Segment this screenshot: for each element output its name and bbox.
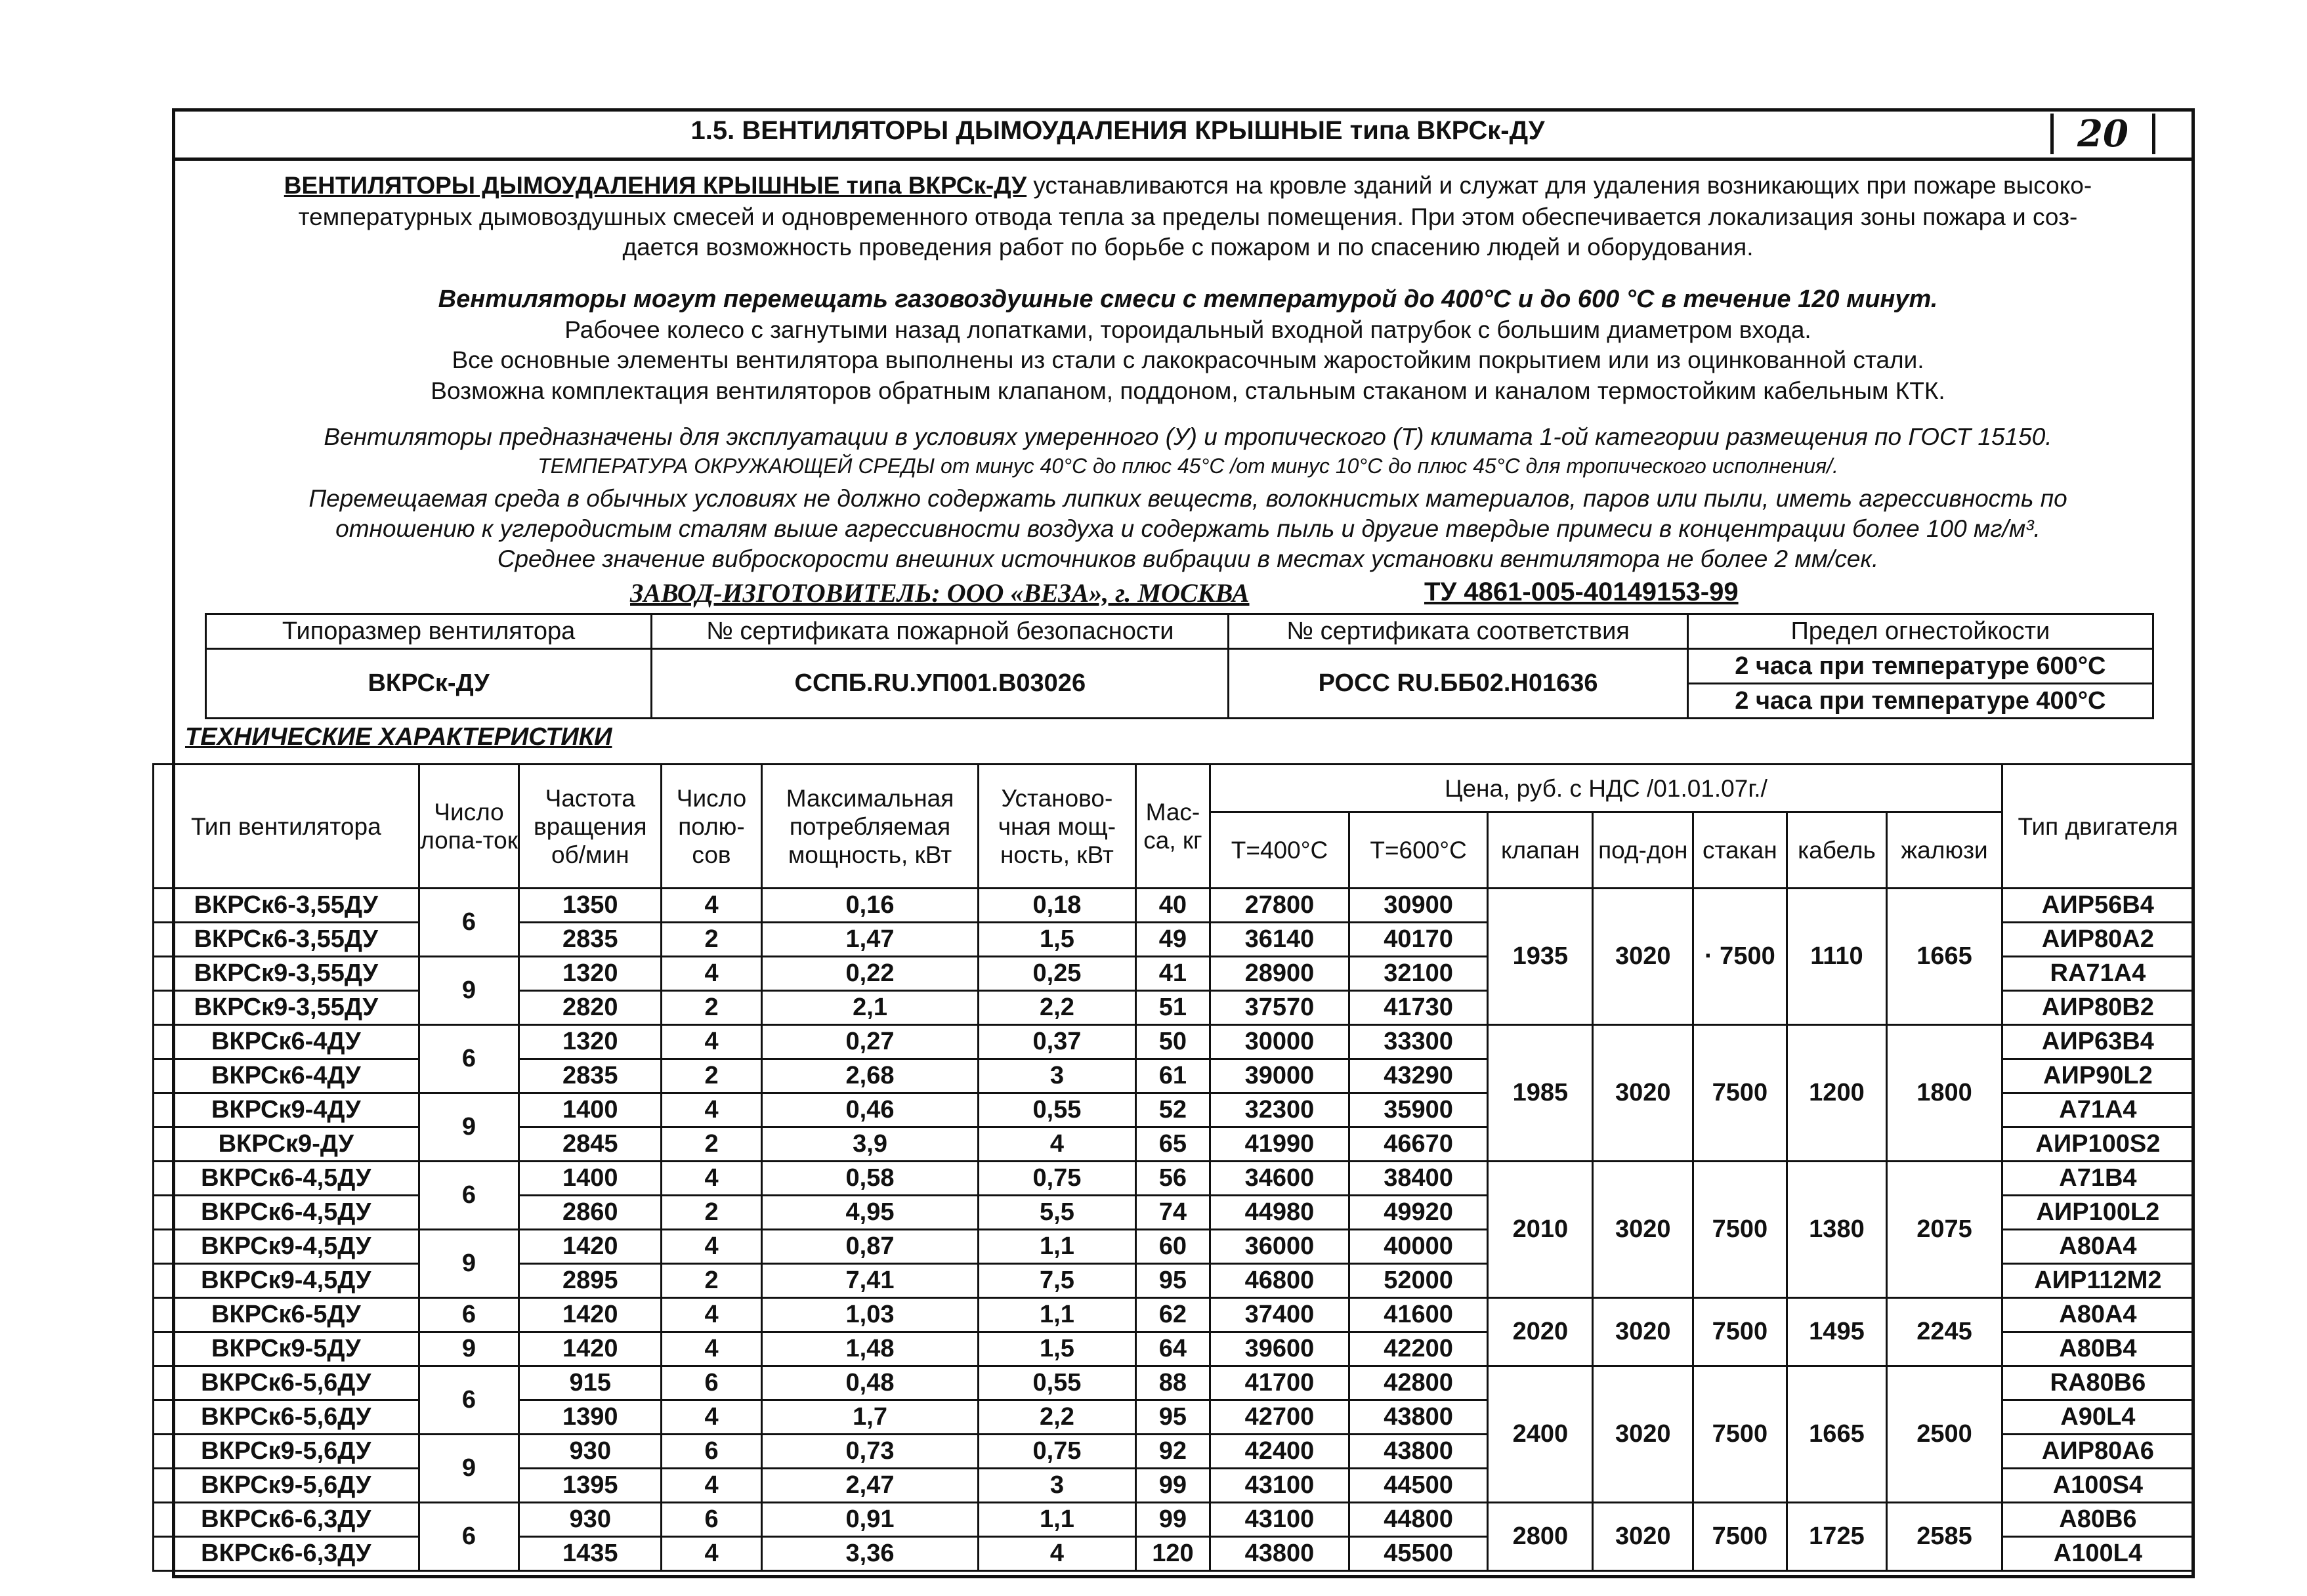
pallet-price-cell: 3020 bbox=[1593, 1298, 1693, 1366]
price-600-cell: 40170 bbox=[1349, 923, 1488, 957]
mass-cell: 88 bbox=[1135, 1366, 1210, 1400]
price-600-cell: 43800 bbox=[1349, 1400, 1488, 1435]
price-400-cell: 30000 bbox=[1210, 1025, 1349, 1059]
installed-power-cell: 0,25 bbox=[979, 957, 1135, 991]
max-power-cell: 0,58 bbox=[761, 1162, 978, 1196]
installed-power-cell: 0,55 bbox=[979, 1093, 1135, 1127]
installed-power-cell: 1,1 bbox=[979, 1230, 1135, 1264]
max-power-cell: 0,27 bbox=[761, 1025, 978, 1059]
motor-type-cell: АИР90L2 bbox=[2002, 1059, 2193, 1093]
mass-cell: 74 bbox=[1135, 1196, 1210, 1230]
max-power-cell: 1,03 bbox=[761, 1298, 978, 1332]
blade-count-cell: 9 bbox=[419, 1435, 519, 1503]
price-400-cell: 41990 bbox=[1210, 1127, 1349, 1162]
max-power-cell: 4,95 bbox=[761, 1196, 978, 1230]
intro-p3-line5: Среднее значение виброскорости внешних источников вибрации в местах установки вентилятора не более 2 мм/сек. bbox=[497, 545, 1879, 572]
poles-cell: 4 bbox=[662, 1230, 762, 1264]
mass-cell: 62 bbox=[1135, 1298, 1210, 1332]
max-power-cell: 1,48 bbox=[761, 1332, 978, 1366]
mass-cell: 40 bbox=[1135, 889, 1210, 923]
mass-cell: 41 bbox=[1135, 957, 1210, 991]
rpm-cell: 1320 bbox=[519, 1025, 662, 1059]
installed-power-cell: 1,5 bbox=[979, 923, 1135, 957]
th-louver: жалюзи bbox=[1887, 812, 2002, 889]
installed-power-cell: 1,1 bbox=[979, 1298, 1135, 1332]
valve-price-cell: 2400 bbox=[1488, 1366, 1593, 1503]
poles-cell: 4 bbox=[662, 1093, 762, 1127]
max-power-cell: 3,9 bbox=[761, 1127, 978, 1162]
th-price-group: Цена, руб. с НДС /01.01.07г./ bbox=[1210, 765, 2002, 812]
fan-type-cell: ВКРСк6-5,6ДУ bbox=[154, 1400, 419, 1435]
installed-power-cell: 3 bbox=[979, 1469, 1135, 1503]
cable-price-cell: 1495 bbox=[1787, 1298, 1887, 1366]
blade-count-cell: 9 bbox=[419, 1230, 519, 1298]
motor-type-cell: АИР56В4 bbox=[2002, 889, 2193, 923]
price-600-cell: 45500 bbox=[1349, 1537, 1488, 1571]
mass-cell: 60 bbox=[1135, 1230, 1210, 1264]
pallet-price-cell: 3020 bbox=[1593, 1162, 1693, 1298]
poles-cell: 4 bbox=[662, 1469, 762, 1503]
motor-type-cell: А80В4 bbox=[2002, 1332, 2193, 1366]
poles-cell: 2 bbox=[662, 1059, 762, 1093]
page-number: 20 bbox=[2050, 114, 2155, 154]
glass-price-cell: 7500 bbox=[1693, 1366, 1787, 1503]
intro-p3-line1: Вентиляторы предназначены для эксплуатации в условиях умеренного (У) и тропического (Т) климата 1-ой категории размещения по ГОСТ 15150. bbox=[324, 423, 2052, 450]
price-400-cell: 32300 bbox=[1210, 1093, 1349, 1127]
louver-price-cell: 2585 bbox=[1887, 1503, 2002, 1571]
price-400-cell: 27800 bbox=[1210, 889, 1349, 923]
installed-power-cell: 1,5 bbox=[979, 1332, 1135, 1366]
installed-power-cell: 4 bbox=[979, 1127, 1135, 1162]
intro-temperature-note: Вентиляторы могут перемещать газовоздушные смеси с температурой до 400°С и до 600 °С в течение 120 минут. bbox=[438, 285, 1938, 313]
motor-type-cell: АИР100L2 bbox=[2002, 1196, 2193, 1230]
price-400-cell: 39000 bbox=[1210, 1059, 1349, 1093]
cert-conformity-number: РОСС RU.ББ02.Н01636 bbox=[1229, 649, 1687, 719]
rpm-cell: 930 bbox=[519, 1503, 662, 1537]
price-400-cell: 36140 bbox=[1210, 923, 1349, 957]
glass-price-cell: 7500 bbox=[1693, 1162, 1787, 1298]
price-600-cell: 33300 bbox=[1349, 1025, 1488, 1059]
price-400-cell: 37570 bbox=[1210, 991, 1349, 1025]
intro-p1-line3: дается возможность проведения работ по борьбе с пожаром и по спасению людей и оборудования. bbox=[622, 234, 1754, 261]
fan-type-cell: ВКРСк6-4,5ДУ bbox=[154, 1162, 419, 1196]
mass-cell: 120 bbox=[1135, 1537, 1210, 1571]
price-400-cell: 43100 bbox=[1210, 1503, 1349, 1537]
poles-cell: 4 bbox=[662, 1400, 762, 1435]
poles-cell: 2 bbox=[662, 1264, 762, 1298]
poles-cell: 2 bbox=[662, 1196, 762, 1230]
cert-header-fire: № сертификата пожарной безопасности bbox=[652, 614, 1229, 649]
fan-type-cell: ВКРСк6-6,3ДУ bbox=[154, 1503, 419, 1537]
poles-cell: 4 bbox=[662, 957, 762, 991]
rpm-cell: 2895 bbox=[519, 1264, 662, 1298]
fan-type-cell: ВКРСк6-3,55ДУ bbox=[154, 889, 419, 923]
th-price-600: Т=600°С bbox=[1349, 812, 1488, 889]
pallet-price-cell: 3020 bbox=[1593, 889, 1693, 1025]
price-400-cell: 42700 bbox=[1210, 1400, 1349, 1435]
specs-table-body bbox=[154, 889, 2194, 1571]
glass-price-cell: · 7500 bbox=[1693, 889, 1787, 1025]
intro-p2-line2: Рабочее колесо с загнутыми назад лопатками, тороидальный входной патрубок с большим диаметром входа. bbox=[564, 316, 1811, 343]
motor-type-cell: А80А4 bbox=[2002, 1298, 2193, 1332]
rpm-cell: 1400 bbox=[519, 1162, 662, 1196]
intro-p3-line2: ТЕМПЕРАТУРА ОКРУЖАЮЩЕЙ СРЕДЫ от минус 40°С до плюс 45°С /от минус 10°С до плюс 45°С для тропического исполнения/. bbox=[538, 454, 1838, 478]
installed-power-cell: 5,5 bbox=[979, 1196, 1135, 1230]
louver-price-cell: 1800 bbox=[1887, 1025, 2002, 1162]
rpm-cell: 2860 bbox=[519, 1196, 662, 1230]
fan-type-cell: ВКРСк9-3,55ДУ bbox=[154, 957, 419, 991]
price-600-cell: 49920 bbox=[1349, 1196, 1488, 1230]
page-title: 1.5. ВЕНТИЛЯТОРЫ ДЫМОУДАЛЕНИЯ КРЫШНЫЕ типа ВКРСк-ДУ bbox=[690, 116, 1545, 145]
blade-count-cell: 9 bbox=[419, 1332, 519, 1366]
fan-type-cell: ВКРСк9-5,6ДУ bbox=[154, 1469, 419, 1503]
cable-price-cell: 1200 bbox=[1787, 1025, 1887, 1162]
mass-cell: 64 bbox=[1135, 1332, 1210, 1366]
glass-price-cell: 7500 bbox=[1693, 1298, 1787, 1366]
cable-price-cell: 1110 bbox=[1787, 889, 1887, 1025]
mass-cell: 99 bbox=[1135, 1503, 1210, 1537]
fan-type-cell: ВКРСк6-5,6ДУ bbox=[154, 1366, 419, 1400]
cert-fire-number: ССПБ.RU.УП001.В03026 bbox=[652, 649, 1229, 719]
mass-cell: 95 bbox=[1135, 1264, 1210, 1298]
price-600-cell: 40000 bbox=[1349, 1230, 1488, 1264]
th-cable: кабель bbox=[1787, 812, 1887, 889]
fan-type-cell: ВКРСк6-4,5ДУ bbox=[154, 1196, 419, 1230]
fan-type-cell: ВКРСк6-5ДУ bbox=[154, 1298, 419, 1332]
max-power-cell: 0,46 bbox=[761, 1093, 978, 1127]
price-600-cell: 46670 bbox=[1349, 1127, 1488, 1162]
th-poles: Число полю-сов bbox=[662, 765, 762, 889]
fan-type-cell: ВКРСк9-4ДУ bbox=[154, 1093, 419, 1127]
price-400-cell: 43100 bbox=[1210, 1469, 1349, 1503]
installed-power-cell: 0,75 bbox=[979, 1435, 1135, 1469]
table-row bbox=[154, 1366, 2194, 1400]
motor-type-cell: А71В4 bbox=[2002, 1162, 2193, 1196]
th-rpm: Частота вращения об/мин bbox=[519, 765, 662, 889]
valve-price-cell: 2800 bbox=[1488, 1503, 1593, 1571]
installed-power-cell: 2,2 bbox=[979, 991, 1135, 1025]
louver-price-cell: 2500 bbox=[1887, 1366, 2002, 1503]
blade-count-cell: 9 bbox=[419, 1093, 519, 1162]
cert-limit-600: 2 часа при температуре 600°С bbox=[1687, 649, 2153, 684]
fan-type-cell: ВКРСк9-3,55ДУ bbox=[154, 991, 419, 1025]
valve-price-cell: 1935 bbox=[1488, 889, 1593, 1025]
max-power-cell: 0,73 bbox=[761, 1435, 978, 1469]
max-power-cell: 1,47 bbox=[761, 923, 978, 957]
intro-p1-line2: температурных дымовоздушных смесей и одновременного отвода тепла за пределы помещения. При этом обеспечивается локализация зоны пожара и соз- bbox=[298, 203, 2078, 230]
cable-price-cell: 1380 bbox=[1787, 1162, 1887, 1298]
max-power-cell: 3,36 bbox=[761, 1537, 978, 1571]
poles-cell: 6 bbox=[662, 1503, 762, 1537]
price-600-cell: 42200 bbox=[1349, 1332, 1488, 1366]
valve-price-cell: 1985 bbox=[1488, 1025, 1593, 1162]
valve-price-cell: 2020 bbox=[1488, 1298, 1593, 1366]
glass-price-cell: 7500 bbox=[1693, 1503, 1787, 1571]
max-power-cell: 0,16 bbox=[761, 889, 978, 923]
fan-type-cell: ВКРСк9-4,5ДУ bbox=[154, 1230, 419, 1264]
max-power-cell: 2,1 bbox=[761, 991, 978, 1025]
intro-p1-text: устанавливаются на кровле зданий и служат для удаления возникающих при пожаре высоко- bbox=[1027, 172, 2092, 199]
poles-cell: 4 bbox=[662, 1298, 762, 1332]
rpm-cell: 1420 bbox=[519, 1332, 662, 1366]
pallet-price-cell: 3020 bbox=[1593, 1503, 1693, 1571]
rpm-cell: 1420 bbox=[519, 1230, 662, 1264]
title-row bbox=[172, 108, 2195, 161]
price-400-cell: 39600 bbox=[1210, 1332, 1349, 1366]
certificate-table bbox=[205, 613, 2154, 719]
blade-count-cell: 6 bbox=[419, 1162, 519, 1230]
price-400-cell: 42400 bbox=[1210, 1435, 1349, 1469]
poles-cell: 6 bbox=[662, 1435, 762, 1469]
th-max-power: Максимальная потребляемая мощность, кВт bbox=[761, 765, 978, 889]
rpm-cell: 915 bbox=[519, 1366, 662, 1400]
mass-cell: 99 bbox=[1135, 1469, 1210, 1503]
installed-power-cell: 4 bbox=[979, 1537, 1135, 1571]
cert-size: ВКРСк-ДУ bbox=[206, 649, 652, 719]
max-power-cell: 2,47 bbox=[761, 1469, 978, 1503]
installed-power-cell: 0,75 bbox=[979, 1162, 1135, 1196]
motor-type-cell: АИР80А2 bbox=[2002, 923, 2193, 957]
fan-type-cell: ВКРСк6-4ДУ bbox=[154, 1025, 419, 1059]
cable-price-cell: 1665 bbox=[1787, 1366, 1887, 1503]
cable-price-cell: 1725 bbox=[1787, 1503, 1887, 1571]
th-blades: Число лопа-ток bbox=[419, 765, 519, 889]
rpm-cell: 2820 bbox=[519, 991, 662, 1025]
glass-price-cell: 7500 bbox=[1693, 1025, 1787, 1162]
rpm-cell: 1420 bbox=[519, 1298, 662, 1332]
specs-table bbox=[152, 763, 2195, 1572]
louver-price-cell: 2245 bbox=[1887, 1298, 2002, 1366]
th-glass: стакан bbox=[1693, 812, 1787, 889]
mass-cell: 50 bbox=[1135, 1025, 1210, 1059]
price-400-cell: 36000 bbox=[1210, 1230, 1349, 1264]
motor-type-cell: АИР80А6 bbox=[2002, 1435, 2193, 1469]
price-400-cell: 37400 bbox=[1210, 1298, 1349, 1332]
price-400-cell: 43800 bbox=[1210, 1537, 1349, 1571]
poles-cell: 4 bbox=[662, 1332, 762, 1366]
th-mass: Мас-са, кг bbox=[1135, 765, 1210, 889]
intro-p3-line4: отношению к углеродистым сталям выше агрессивности воздуха и содержать пыль и другие твердые примеси в концентрации более 100 мг/м³. bbox=[335, 515, 2041, 542]
price-400-cell: 44980 bbox=[1210, 1196, 1349, 1230]
motor-type-cell: АИР63В4 bbox=[2002, 1025, 2193, 1059]
fan-type-cell: ВКРСк6-3,55ДУ bbox=[154, 923, 419, 957]
price-600-cell: 41730 bbox=[1349, 991, 1488, 1025]
table-row bbox=[154, 1162, 2194, 1196]
pallet-price-cell: 3020 bbox=[1593, 1366, 1693, 1503]
blade-count-cell: 6 bbox=[419, 889, 519, 957]
poles-cell: 2 bbox=[662, 1127, 762, 1162]
louver-price-cell: 1665 bbox=[1887, 889, 2002, 1025]
price-400-cell: 34600 bbox=[1210, 1162, 1349, 1196]
motor-type-cell: А80А4 bbox=[2002, 1230, 2193, 1264]
mass-cell: 51 bbox=[1135, 991, 1210, 1025]
price-600-cell: 38400 bbox=[1349, 1162, 1488, 1196]
rpm-cell: 1435 bbox=[519, 1537, 662, 1571]
installed-power-cell: 7,5 bbox=[979, 1264, 1135, 1298]
installed-power-cell: 3 bbox=[979, 1059, 1135, 1093]
motor-type-cell: А90L4 bbox=[2002, 1400, 2193, 1435]
rpm-cell: 930 bbox=[519, 1435, 662, 1469]
price-600-cell: 32100 bbox=[1349, 957, 1488, 991]
motor-type-cell: А100S4 bbox=[2002, 1469, 2193, 1503]
rpm-cell: 2835 bbox=[519, 1059, 662, 1093]
motor-type-cell: RA80B6 bbox=[2002, 1366, 2193, 1400]
price-600-cell: 44500 bbox=[1349, 1469, 1488, 1503]
blade-count-cell: 6 bbox=[419, 1298, 519, 1332]
motor-type-cell: RA71A4 bbox=[2002, 957, 2193, 991]
section-title: ТЕХНИЧЕСКИЕ ХАРАКТЕРИСТИКИ bbox=[185, 723, 612, 751]
price-400-cell: 28900 bbox=[1210, 957, 1349, 991]
installed-power-cell: 0,37 bbox=[979, 1025, 1135, 1059]
blade-count-cell: 6 bbox=[419, 1366, 519, 1435]
tech-spec-number: ТУ 4861-005-40149153-99 bbox=[1424, 578, 1739, 606]
cert-header-size: Типоразмер вентилятора bbox=[206, 614, 652, 649]
table-row bbox=[154, 1503, 2194, 1537]
price-600-cell: 30900 bbox=[1349, 889, 1488, 923]
mass-cell: 52 bbox=[1135, 1093, 1210, 1127]
mass-cell: 49 bbox=[1135, 923, 1210, 957]
rpm-cell: 1320 bbox=[519, 957, 662, 991]
max-power-cell: 0,87 bbox=[761, 1230, 978, 1264]
motor-type-cell: А80В6 bbox=[2002, 1503, 2193, 1537]
table-row bbox=[154, 1298, 2194, 1332]
fan-type-cell: ВКРСк9-5,6ДУ bbox=[154, 1435, 419, 1469]
fan-type-cell: ВКРСк9-4,5ДУ bbox=[154, 1264, 419, 1298]
poles-cell: 4 bbox=[662, 1537, 762, 1571]
max-power-cell: 0,22 bbox=[761, 957, 978, 991]
installed-power-cell: 1,1 bbox=[979, 1503, 1135, 1537]
installed-power-cell: 2,2 bbox=[979, 1400, 1135, 1435]
price-400-cell: 46800 bbox=[1210, 1264, 1349, 1298]
table-row bbox=[154, 1025, 2194, 1059]
valve-price-cell: 2010 bbox=[1488, 1162, 1593, 1298]
table-row bbox=[154, 889, 2194, 923]
intro-p2-line4: Возможна комплектация вентиляторов обратным клапаном, поддоном, стальным стаканом и каналом термостойким кабельным КТК. bbox=[431, 377, 1945, 404]
motor-type-cell: АИР112М2 bbox=[2002, 1264, 2193, 1298]
cert-limit-400: 2 часа при температуре 400°С bbox=[1687, 684, 2153, 719]
installed-power-cell: 0,18 bbox=[979, 889, 1135, 923]
price-600-cell: 44800 bbox=[1349, 1503, 1488, 1537]
max-power-cell: 2,68 bbox=[761, 1059, 978, 1093]
rpm-cell: 1390 bbox=[519, 1400, 662, 1435]
fan-type-cell: ВКРСк6-6,3ДУ bbox=[154, 1537, 419, 1571]
poles-cell: 4 bbox=[662, 1162, 762, 1196]
price-600-cell: 43800 bbox=[1349, 1435, 1488, 1469]
th-type: Тип вентилятора bbox=[154, 765, 419, 889]
poles-cell: 2 bbox=[662, 923, 762, 957]
motor-type-cell: АИР100S2 bbox=[2002, 1127, 2193, 1162]
price-600-cell: 52000 bbox=[1349, 1264, 1488, 1298]
rpm-cell: 2835 bbox=[519, 923, 662, 957]
blade-count-cell: 6 bbox=[419, 1025, 519, 1093]
motor-type-cell: А71А4 bbox=[2002, 1093, 2193, 1127]
intro-p1-line1 bbox=[190, 172, 2186, 200]
manufacturer: ЗАВОД-ИЗГОТОВИТЕЛЬ: ООО «ВЕЗА», г. МОСКВА bbox=[630, 578, 1250, 608]
rpm-cell: 1395 bbox=[519, 1469, 662, 1503]
price-600-cell: 35900 bbox=[1349, 1093, 1488, 1127]
mass-cell: 56 bbox=[1135, 1162, 1210, 1196]
cert-header-fire-limit: Предел огнестойкости bbox=[1687, 614, 2153, 649]
mass-cell: 65 bbox=[1135, 1127, 1210, 1162]
intro-p3-line3: Перемещаемая среда в обычных условиях не должно содержать липких веществ, волокнистых материалов, паров или пыли, иметь агрессивность по bbox=[308, 485, 2067, 512]
th-valve: клапан bbox=[1488, 812, 1593, 889]
poles-cell: 4 bbox=[662, 1025, 762, 1059]
intro-lead: ВЕНТИЛЯТОРЫ ДЫМОУДАЛЕНИЯ КРЫШНЫЕ типа ВКРСк-ДУ bbox=[284, 172, 1027, 199]
price-600-cell: 43290 bbox=[1349, 1059, 1488, 1093]
th-pallet: под-дон bbox=[1593, 812, 1693, 889]
rpm-cell: 2845 bbox=[519, 1127, 662, 1162]
fan-type-cell: ВКРСк9-5ДУ bbox=[154, 1332, 419, 1366]
price-600-cell: 42800 bbox=[1349, 1366, 1488, 1400]
poles-cell: 4 bbox=[662, 889, 762, 923]
th-price-400: Т=400°С bbox=[1210, 812, 1349, 889]
pallet-price-cell: 3020 bbox=[1593, 1025, 1693, 1162]
rpm-cell: 1400 bbox=[519, 1093, 662, 1127]
max-power-cell: 0,48 bbox=[761, 1366, 978, 1400]
max-power-cell: 0,91 bbox=[761, 1503, 978, 1537]
rpm-cell: 1350 bbox=[519, 889, 662, 923]
fan-type-cell: ВКРСк9-ДУ bbox=[154, 1127, 419, 1162]
th-installed-power: Установо-чная мощ-ность, кВт bbox=[979, 765, 1135, 889]
mass-cell: 61 bbox=[1135, 1059, 1210, 1093]
poles-cell: 6 bbox=[662, 1366, 762, 1400]
poles-cell: 2 bbox=[662, 991, 762, 1025]
cert-header-conformity: № сертификата соответствия bbox=[1229, 614, 1687, 649]
fan-type-cell: ВКРСк6-4ДУ bbox=[154, 1059, 419, 1093]
th-motor: Тип двигателя bbox=[2002, 765, 2193, 889]
price-600-cell: 41600 bbox=[1349, 1298, 1488, 1332]
blade-count-cell: 9 bbox=[419, 957, 519, 1025]
motor-type-cell: АИР80В2 bbox=[2002, 991, 2193, 1025]
motor-type-cell: А100L4 bbox=[2002, 1537, 2193, 1571]
mass-cell: 92 bbox=[1135, 1435, 1210, 1469]
price-400-cell: 41700 bbox=[1210, 1366, 1349, 1400]
intro-p2-line3: Все основные элементы вентилятора выполнены из стали с лакокрасочным жаростойким покрытием или из оцинкованной стали. bbox=[452, 346, 1924, 373]
max-power-cell: 7,41 bbox=[761, 1264, 978, 1298]
blade-count-cell: 6 bbox=[419, 1503, 519, 1571]
mass-cell: 95 bbox=[1135, 1400, 1210, 1435]
max-power-cell: 1,7 bbox=[761, 1400, 978, 1435]
installed-power-cell: 0,55 bbox=[979, 1366, 1135, 1400]
louver-price-cell: 2075 bbox=[1887, 1162, 2002, 1298]
